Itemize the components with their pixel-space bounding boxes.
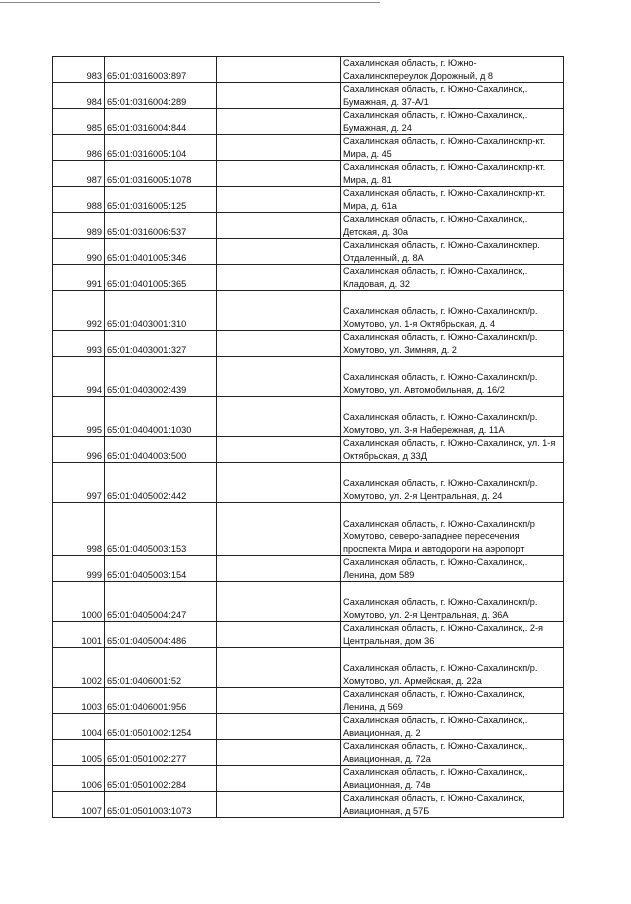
row-number: 1006 <box>53 766 105 792</box>
empty-cell <box>217 766 341 792</box>
cadastral-number: 65:01:0316003:897 <box>105 57 217 83</box>
row-number: 995 <box>53 397 105 437</box>
registry-table <box>52 56 564 818</box>
empty-cell <box>217 740 341 766</box>
cadastral-number: 65:01:0501002:277 <box>105 740 217 766</box>
cadastral-number: 65:01:0405002:442 <box>105 463 217 503</box>
cadastral-number: 65:01:0316005:104 <box>105 135 217 161</box>
address: Сахалинская область, г. Южно-Сахалинскпр-кт. Мира, д. 61а <box>341 187 564 213</box>
row-number: 991 <box>53 265 105 291</box>
cadastral-number: 65:01:0404003:500 <box>105 437 217 463</box>
empty-cell <box>217 239 341 265</box>
cadastral-number: 65:01:0401005:365 <box>105 265 217 291</box>
row-number: 996 <box>53 437 105 463</box>
empty-cell <box>217 622 341 648</box>
cadastral-number: 65:01:0501002:284 <box>105 766 217 792</box>
cadastral-number: 65:01:0405004:247 <box>105 582 217 622</box>
address: Сахалинская область, г. Южно-Сахалинск,. Бумажная, д. 37-А/1 <box>341 83 564 109</box>
empty-cell <box>217 503 341 556</box>
row-number: 1003 <box>53 688 105 714</box>
address: Сахалинская область, г. Южно-Сахалинскп/р. Хомутово, ул. Армейская, д. 22а <box>341 648 564 688</box>
address: Сахалинская область, г. Южно-Сахалинск,. Авиационная, д. 72а <box>341 740 564 766</box>
cadastral-number: 65:01:0406001:52 <box>105 648 217 688</box>
address: Сахалинская область, г. Южно-Сахалинск,. Бумажная, д. 24 <box>341 109 564 135</box>
address: Сахалинская область, г. Южно-Сахалинск, Авиационная, д 57Б <box>341 792 564 818</box>
address: Сахалинская область, г. Южно-Сахалинскп/р. Хомутово, ул. 3-я Набережная, д. 11А <box>341 397 564 437</box>
address: Сахалинская область, г. Южно-Сахалинск,. 2-я Центральная, дом 36 <box>341 622 564 648</box>
table-row <box>53 161 564 187</box>
table-row <box>53 766 564 792</box>
cadastral-number: 65:01:0501003:1073 <box>105 792 217 818</box>
cadastral-number: 65:01:0404001:1030 <box>105 397 217 437</box>
registry-rows <box>53 57 564 818</box>
cadastral-number: 65:01:0403001:310 <box>105 291 217 331</box>
empty-cell <box>217 83 341 109</box>
table-row <box>53 291 564 331</box>
table-row <box>53 187 564 213</box>
cadastral-number: 65:01:0316004:844 <box>105 109 217 135</box>
address: Сахалинская область, г. Южно-Сахалинск,. Авиационная, д. 74в <box>341 766 564 792</box>
address: Сахалинская область, г. Южно-Сахалинск,. Ленина, дом 589 <box>341 556 564 582</box>
row-number: 998 <box>53 503 105 556</box>
table-row <box>53 503 564 556</box>
table-row <box>53 83 564 109</box>
address: Сахалинская область, г. Южно-Сахалинскп/р. Хомутово, ул. Автомобильная, д. 16/2 <box>341 357 564 397</box>
table-row <box>53 648 564 688</box>
cadastral-number: 65:01:0316005:1078 <box>105 161 217 187</box>
cadastral-number: 65:01:0316006:537 <box>105 213 217 239</box>
empty-cell <box>217 57 341 83</box>
row-number: 990 <box>53 239 105 265</box>
table-row <box>53 57 564 83</box>
table-row <box>53 463 564 503</box>
address: Сахалинская область, г. Южно-Сахалинск,. Авиационная, д. 2 <box>341 714 564 740</box>
empty-cell <box>217 265 341 291</box>
table-row <box>53 740 564 766</box>
address: Сахалинская область, г. Южно-Сахалинск,. Кладовая, д. 32 <box>341 265 564 291</box>
row-number: 993 <box>53 331 105 357</box>
empty-cell <box>217 556 341 582</box>
empty-cell <box>217 582 341 622</box>
row-number: 987 <box>53 161 105 187</box>
empty-cell <box>217 792 341 818</box>
address: Сахалинская область, г. Южно-Сахалинскп/р. Хомутово, ул. 2-я Центральная, д. 24 <box>341 463 564 503</box>
table-row <box>53 265 564 291</box>
row-number: 997 <box>53 463 105 503</box>
address: Сахалинская область, г. Южно-Сахалинскп/р. Хомутово, ул. Зимняя, д. 2 <box>341 331 564 357</box>
row-number: 1007 <box>53 792 105 818</box>
empty-cell <box>217 161 341 187</box>
row-number: 985 <box>53 109 105 135</box>
cadastral-number: 65:01:0401005:346 <box>105 239 217 265</box>
empty-cell <box>217 357 341 397</box>
cadastral-number: 65:01:0316005:125 <box>105 187 217 213</box>
empty-cell <box>217 437 341 463</box>
row-number: 989 <box>53 213 105 239</box>
address: Сахалинская область, г. Южно-Сахалинскп/р. Хомутово, ул. 2-я Центральная, д. 36А <box>341 582 564 622</box>
table-row <box>53 688 564 714</box>
cadastral-number: 65:01:0405003:154 <box>105 556 217 582</box>
address: Сахалинская область, г. Южно-Сахалинск, Ленина, д 569 <box>341 688 564 714</box>
row-number: 999 <box>53 556 105 582</box>
empty-cell <box>217 135 341 161</box>
address: Сахалинская область, г. Южно-Сахалинскпр-кт. Мира, д. 81 <box>341 161 564 187</box>
row-number: 988 <box>53 187 105 213</box>
row-number: 986 <box>53 135 105 161</box>
row-number: 1001 <box>53 622 105 648</box>
empty-cell <box>217 331 341 357</box>
cadastral-number: 65:01:0405003:153 <box>105 503 217 556</box>
cadastral-number: 65:01:0406001:956 <box>105 688 217 714</box>
table-row <box>53 714 564 740</box>
cadastral-number: 65:01:0405004:486 <box>105 622 217 648</box>
row-number: 984 <box>53 83 105 109</box>
row-number: 1000 <box>53 582 105 622</box>
cadastral-number: 65:01:0316004:289 <box>105 83 217 109</box>
empty-cell <box>217 213 341 239</box>
table-row <box>53 792 564 818</box>
row-number: 1002 <box>53 648 105 688</box>
empty-cell <box>217 291 341 331</box>
empty-cell <box>217 688 341 714</box>
empty-cell <box>217 109 341 135</box>
cadastral-number: 65:01:0403001:327 <box>105 331 217 357</box>
top-rule <box>0 2 380 3</box>
empty-cell <box>217 187 341 213</box>
table-row <box>53 213 564 239</box>
table-row <box>53 135 564 161</box>
row-number: 1005 <box>53 740 105 766</box>
address: Сахалинская область, г. Южно-Сахалинскп/р Хомутово, северо-западнее пересечения проспекта Мира и автодороги на аэропорт <box>341 503 564 556</box>
cadastral-number: 65:01:0501002:1254 <box>105 714 217 740</box>
row-number: 1004 <box>53 714 105 740</box>
row-number: 994 <box>53 357 105 397</box>
table-row <box>53 437 564 463</box>
table-row <box>53 622 564 648</box>
table-row <box>53 397 564 437</box>
row-number: 992 <box>53 291 105 331</box>
empty-cell <box>217 463 341 503</box>
table-row <box>53 109 564 135</box>
empty-cell <box>217 648 341 688</box>
address: Сахалинская область, г. Южно-Сахалинскпр-кт. Мира, д. 45 <box>341 135 564 161</box>
address: Сахалинская область, г. Южно-Сахалинск, ул. 1-я Октябрьская, д 33Д <box>341 437 564 463</box>
address: Сахалинская область, г. Южно-Сахалинск,. Детская, д. 30а <box>341 213 564 239</box>
table-row <box>53 582 564 622</box>
address: Сахалинская область, г. Южно-Сахалинскп/р. Хомутово, ул. 1-я Октябрьская, д. 4 <box>341 291 564 331</box>
empty-cell <box>217 397 341 437</box>
table-row <box>53 357 564 397</box>
table-row <box>53 331 564 357</box>
empty-cell <box>217 714 341 740</box>
cadastral-number: 65:01:0403002:439 <box>105 357 217 397</box>
address: Сахалинская область, г. Южно-Сахалинскпер. Отдаленный, д. 8А <box>341 239 564 265</box>
address: Сахалинская область, г. Южно-Сахалинскпереулок Дорожный, д 8 <box>341 57 564 83</box>
table-row <box>53 239 564 265</box>
row-number: 983 <box>53 57 105 83</box>
table-row <box>53 556 564 582</box>
